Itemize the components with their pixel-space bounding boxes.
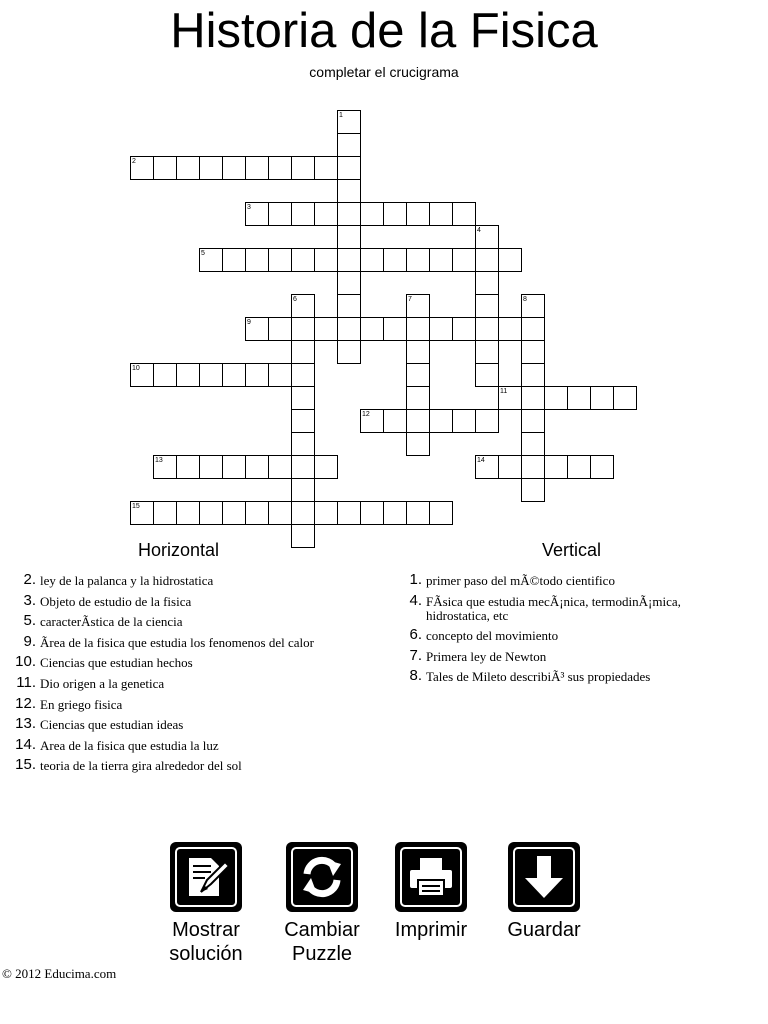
- crossword-cell[interactable]: [429, 409, 453, 433]
- show-solution-button[interactable]: [169, 842, 243, 965]
- clue-h-10: 10. Ciencias que estudian hechos: [15, 653, 193, 671]
- clue-h-3: 3. Objeto de estudio de la fisica: [23, 591, 192, 609]
- crossword-cell[interactable]: [521, 294, 545, 318]
- crossword-cell[interactable]: [475, 248, 499, 272]
- crossword-cell[interactable]: [521, 409, 545, 433]
- show-solution-label: Mostrar solución: [169, 919, 243, 965]
- vertical-heading: Vertical: [542, 540, 602, 560]
- clue-h-12: 12. En griego fisica: [15, 694, 123, 712]
- crossword-cell[interactable]: [498, 455, 522, 479]
- crossword-cell[interactable]: [337, 110, 361, 134]
- crossword-cell[interactable]: [291, 363, 315, 387]
- print-button[interactable]: [395, 842, 467, 962]
- crossword-cell[interactable]: [521, 317, 545, 341]
- crossword-cell[interactable]: [544, 455, 568, 479]
- crossword-cell[interactable]: [521, 340, 545, 364]
- crossword-cell[interactable]: [452, 248, 476, 272]
- crossword-cell[interactable]: [406, 202, 430, 226]
- crossword-cell[interactable]: [291, 202, 315, 226]
- clue-h-15: 15. teoria de la tierra gira alrededor del sol: [15, 756, 242, 774]
- crossword-cell[interactable]: [245, 248, 269, 272]
- crossword-cell[interactable]: [291, 294, 315, 318]
- clue-number: 11: [500, 388, 508, 395]
- crossword-cell[interactable]: [590, 455, 614, 479]
- pencil-paper-icon: [181, 852, 231, 902]
- crossword-cell[interactable]: [337, 501, 361, 525]
- crossword-cell[interactable]: [337, 202, 361, 226]
- crossword-cell[interactable]: [383, 501, 407, 525]
- crossword-cell[interactable]: [291, 478, 315, 502]
- crossword-cell[interactable]: [544, 386, 568, 410]
- page-subtitle: completar el crucigrama: [309, 64, 459, 80]
- crossword-cell[interactable]: [406, 409, 430, 433]
- crossword-cell[interactable]: [406, 363, 430, 387]
- crossword-cell[interactable]: [291, 156, 315, 180]
- horizontal-heading: Horizontal: [138, 540, 220, 560]
- crossword-cell[interactable]: [176, 156, 200, 180]
- crossword-cell[interactable]: [314, 202, 338, 226]
- crossword-cell[interactable]: [130, 363, 154, 387]
- crossword-cell[interactable]: [199, 501, 223, 525]
- crossword-cell[interactable]: [360, 409, 384, 433]
- crossword-cell[interactable]: [383, 202, 407, 226]
- crossword-cell[interactable]: [337, 225, 361, 249]
- clue-number: 14: [477, 457, 485, 464]
- crossword-cell[interactable]: [337, 133, 361, 157]
- clue-h-13: 13. Ciencias que estudian ideas: [15, 715, 184, 733]
- clue-v-7: 7. Primera ley de Newton: [409, 646, 547, 664]
- crossword-cell[interactable]: [222, 156, 246, 180]
- vertical-clue-list: [396, 571, 756, 691]
- crossword-cell[interactable]: [383, 409, 407, 433]
- crossword-cell[interactable]: [590, 386, 614, 410]
- crossword-cell[interactable]: [452, 409, 476, 433]
- clue-number: 8: [523, 296, 527, 303]
- crossword-cell[interactable]: [291, 386, 315, 410]
- crossword-cell[interactable]: [429, 501, 453, 525]
- clue-number: 7: [408, 296, 412, 303]
- crossword-cell[interactable]: [268, 248, 292, 272]
- clue-number: 9: [247, 319, 251, 326]
- crossword-cell[interactable]: [291, 501, 315, 525]
- clue-h-11: 11. Dio origen a la genetica: [16, 673, 165, 691]
- crossword-cell[interactable]: [406, 340, 430, 364]
- clue-h-9: 9. Ãrea de la fisica que estudia los fenomenos del calor: [23, 632, 314, 650]
- crossword-cell[interactable]: [245, 501, 269, 525]
- crossword-cell[interactable]: [498, 248, 522, 272]
- crossword-cell[interactable]: [360, 202, 384, 226]
- crossword-cell[interactable]: [222, 455, 246, 479]
- crossword-cell[interactable]: [199, 363, 223, 387]
- crossword-cell[interactable]: [521, 455, 545, 479]
- clue-v-4: 4. FÃsica que estudia mecÃ¡nica, termodinÃ¡mica, hidrostatica, etc: [409, 591, 681, 623]
- crossword-cell[interactable]: [176, 501, 200, 525]
- crossword-cell[interactable]: [521, 386, 545, 410]
- crossword-cell[interactable]: [222, 363, 246, 387]
- crossword-cell[interactable]: [360, 317, 384, 341]
- crossword-cell[interactable]: [291, 524, 315, 548]
- crossword-cell[interactable]: [268, 501, 292, 525]
- crossword-cell[interactable]: [567, 455, 591, 479]
- crossword-cell[interactable]: [268, 455, 292, 479]
- crossword-cell[interactable]: [222, 501, 246, 525]
- crossword-cell[interactable]: [475, 294, 499, 318]
- clue-h-14: 14. Area de la fisica que estudia la luz: [15, 735, 219, 753]
- crossword-cell[interactable]: [383, 317, 407, 341]
- crossword-cell[interactable]: [130, 156, 154, 180]
- crossword-cell[interactable]: [199, 248, 223, 272]
- crossword-cell[interactable]: [475, 271, 499, 295]
- crossword-cell[interactable]: [452, 317, 476, 341]
- clue-number: 4: [477, 227, 481, 234]
- copyright: © 2012 Educima.com: [2, 966, 117, 981]
- crossword-cell[interactable]: [245, 455, 269, 479]
- clue-number: 3: [247, 204, 251, 211]
- crossword-cell[interactable]: [245, 317, 269, 341]
- crossword-cell[interactable]: [291, 432, 315, 456]
- crossword-cell[interactable]: [429, 317, 453, 341]
- crossword-cell[interactable]: [337, 271, 361, 295]
- clue-number: 6: [293, 296, 297, 303]
- crossword-cell[interactable]: [613, 386, 637, 410]
- crossword-cell[interactable]: [176, 363, 200, 387]
- crossword-cell[interactable]: [291, 340, 315, 364]
- crossword-cell[interactable]: [153, 501, 177, 525]
- crossword-cell[interactable]: [337, 294, 361, 318]
- printer-icon: [406, 852, 456, 902]
- crossword-cell[interactable]: [337, 340, 361, 364]
- horizontal-clue-list: [10, 571, 390, 780]
- crossword-cell[interactable]: [291, 248, 315, 272]
- crossword-cell[interactable]: [429, 202, 453, 226]
- save-label: Guardar: [507, 919, 581, 941]
- change-puzzle-label: Cambiar Puzzle: [284, 919, 360, 965]
- crossword-cell[interactable]: [452, 202, 476, 226]
- crossword-cell[interactable]: [314, 501, 338, 525]
- clue-number: 10: [132, 365, 140, 372]
- crossword-cell[interactable]: [268, 363, 292, 387]
- crossword-cell[interactable]: [314, 455, 338, 479]
- crossword-cell[interactable]: [222, 248, 246, 272]
- crossword-cell[interactable]: [153, 363, 177, 387]
- crossword-cell[interactable]: [268, 156, 292, 180]
- crossword-cell[interactable]: [337, 156, 361, 180]
- crossword-cell[interactable]: [406, 248, 430, 272]
- crossword-cell[interactable]: [406, 386, 430, 410]
- crossword-cell[interactable]: [153, 455, 177, 479]
- crossword-cell[interactable]: [383, 248, 407, 272]
- crossword-cell[interactable]: [291, 317, 315, 341]
- crossword-cell[interactable]: [153, 156, 177, 180]
- crossword-cell[interactable]: [291, 409, 315, 433]
- crossword-cell[interactable]: [498, 317, 522, 341]
- crossword-cell[interactable]: [475, 225, 499, 249]
- crossword-cell[interactable]: [521, 432, 545, 456]
- clue-number: 2: [132, 158, 136, 165]
- print-label: Imprimir: [394, 919, 468, 941]
- crossword-cell[interactable]: [429, 248, 453, 272]
- crossword-cell[interactable]: [360, 248, 384, 272]
- crossword-cell[interactable]: [314, 317, 338, 341]
- crossword-cell[interactable]: [337, 248, 361, 272]
- crossword-cell[interactable]: [268, 317, 292, 341]
- crossword-cell[interactable]: [475, 340, 499, 364]
- crossword-cell[interactable]: [475, 455, 499, 479]
- crossword-cell[interactable]: [245, 202, 269, 226]
- crossword-cell[interactable]: [245, 363, 269, 387]
- crossword-cell[interactable]: [567, 386, 591, 410]
- crossword-cell[interactable]: [176, 455, 200, 479]
- crossword-cell[interactable]: [314, 156, 338, 180]
- change-puzzle-button[interactable]: [284, 842, 360, 965]
- refresh-icon: [297, 852, 347, 902]
- crossword-cell[interactable]: [498, 386, 522, 410]
- crossword-cell[interactable]: [245, 156, 269, 180]
- download-arrow-icon: [519, 852, 569, 902]
- crossword-cell[interactable]: [314, 248, 338, 272]
- clue-number: 5: [201, 250, 205, 257]
- crossword-cell[interactable]: [199, 455, 223, 479]
- clue-number: 13: [155, 457, 163, 464]
- crossword-cell[interactable]: [199, 156, 223, 180]
- clue-v-6: 6. concepto del movimiento: [409, 626, 559, 644]
- crossword-cell[interactable]: [291, 455, 315, 479]
- clue-h-5: 5. caracterÃstica de la ciencia: [23, 612, 183, 630]
- crossword-cell[interactable]: [337, 317, 361, 341]
- clue-number: 1: [339, 112, 343, 119]
- crossword-cell[interactable]: [521, 478, 545, 502]
- crossword-cell[interactable]: [337, 179, 361, 203]
- crossword-cell[interactable]: [475, 409, 499, 433]
- crossword-cell[interactable]: [406, 294, 430, 318]
- crossword-cell[interactable]: [475, 317, 499, 341]
- page-title: Historia de la Fisica: [170, 4, 598, 58]
- crossword-cell[interactable]: [406, 317, 430, 341]
- save-button[interactable]: [508, 842, 580, 962]
- clue-v-8: 8. Tales de Mileto describiÃ³ sus propiedades: [409, 667, 651, 685]
- clue-h-2: 2. ley de la palanca y la hidrostatica: [23, 571, 214, 588]
- crossword-cell[interactable]: [521, 363, 545, 387]
- crossword-cell[interactable]: [406, 432, 430, 456]
- crossword-cell[interactable]: [360, 501, 384, 525]
- clue-number: 12: [362, 411, 370, 418]
- crossword-cell[interactable]: [130, 501, 154, 525]
- crossword-cell[interactable]: [475, 363, 499, 387]
- crossword-cell[interactable]: [268, 202, 292, 226]
- crossword-cell[interactable]: [406, 501, 430, 525]
- clue-v-1: 1. primer paso del mÃ©todo cientifico: [409, 571, 615, 588]
- clue-number: 15: [132, 503, 140, 510]
